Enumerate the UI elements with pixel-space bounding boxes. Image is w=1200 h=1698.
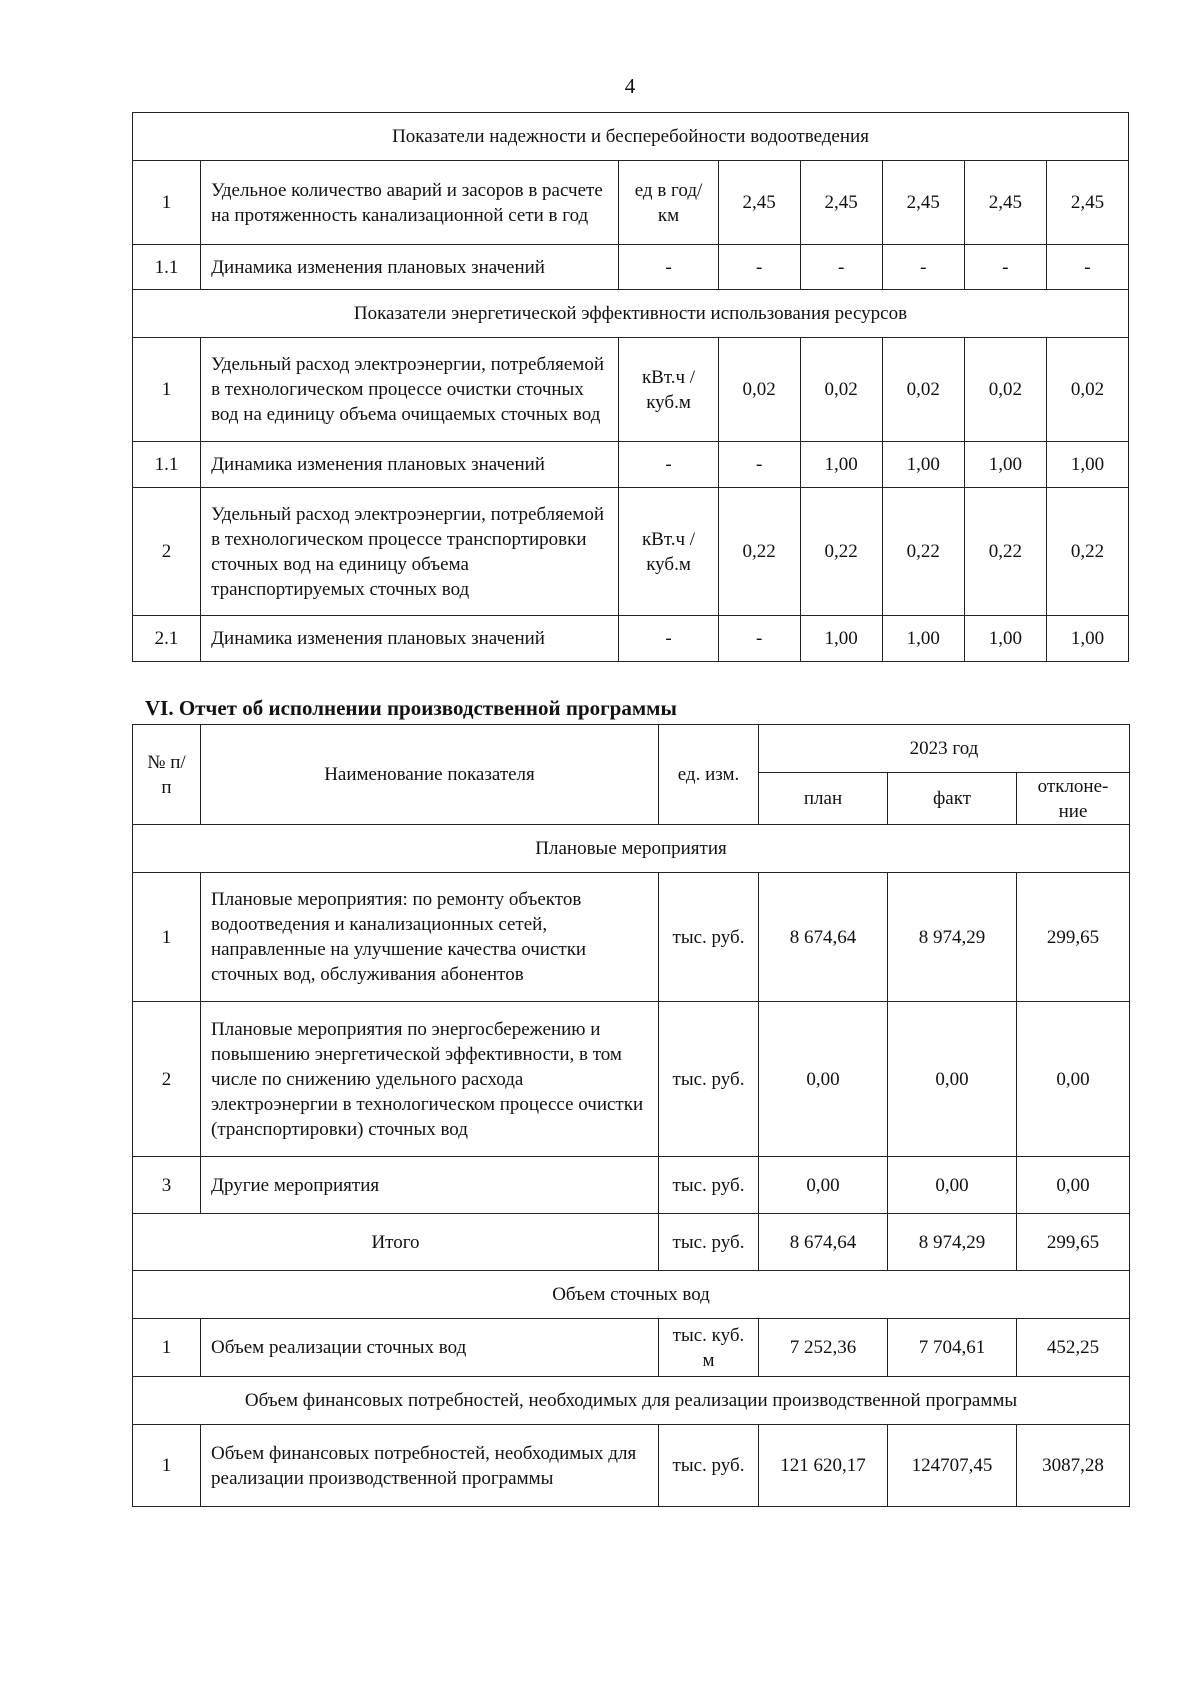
total-row [133, 1214, 1130, 1271]
unit-cell: тыс. руб. [659, 873, 759, 1002]
value-cell: 0,02 [800, 338, 882, 442]
value-cell: 0,22 [882, 488, 964, 616]
row-number: 2 [133, 488, 201, 616]
row-number: 1.1 [133, 442, 201, 488]
table-row [133, 442, 1129, 488]
value-cell: 1,00 [800, 616, 882, 662]
value-cell: 1,00 [882, 442, 964, 488]
table-row [133, 338, 1129, 442]
header-row [133, 725, 1130, 773]
value-cell: - [718, 245, 800, 290]
value-cell: 0,02 [964, 338, 1046, 442]
value-cell: - [1046, 245, 1128, 290]
reliability-header: Показатели надежности и бесперебойности водоотведения [133, 113, 1129, 161]
value-cell: 0,22 [1046, 488, 1128, 616]
value-cell: - [718, 442, 800, 488]
row-number: 1 [133, 161, 201, 245]
col-header-fact: факт [888, 773, 1017, 825]
value-cell: 2,45 [882, 161, 964, 245]
value-cell: 1,00 [1046, 442, 1128, 488]
row-number: 3 [133, 1157, 201, 1214]
table-row [133, 161, 1129, 245]
deviation-cell: 452,25 [1017, 1319, 1130, 1377]
fact-cell: 0,00 [888, 1157, 1017, 1214]
fact-cell: 8 974,29 [888, 873, 1017, 1002]
value-cell: 0,02 [1046, 338, 1128, 442]
unit-cell: тыс. руб. [659, 1157, 759, 1214]
value-cell: 0,02 [882, 338, 964, 442]
row-number: 1 [133, 873, 201, 1002]
value-cell: 0,22 [800, 488, 882, 616]
indicator-name: Другие мероприятия [201, 1157, 659, 1214]
row-number: 2.1 [133, 616, 201, 662]
indicator-name: Динамика изменения плановых значений [201, 442, 619, 488]
value-cell: 1,00 [882, 616, 964, 662]
unit-cell: тыс. руб. [659, 1002, 759, 1157]
section-header-row [133, 290, 1129, 338]
value-cell: 1,00 [964, 616, 1046, 662]
indicator-name: Плановые мероприятия по энергосбережению и повышению энергетической эффективности, в том числе по снижению удельного расхода электроэнергии в технологическом процессе очистки (транспортировки) сточных вод [201, 1002, 659, 1157]
row-number: 1 [133, 338, 201, 442]
section-title: VI. Отчет об исполнении производственной программы [145, 696, 677, 720]
table-row [133, 873, 1130, 1002]
row-number: 1 [133, 1425, 201, 1507]
indicator-name: Динамика изменения плановых значений [201, 245, 619, 290]
deviation-cell: 299,65 [1017, 1214, 1130, 1271]
indicator-name: Плановые мероприятия: по ремонту объектов водоотведения и канализационных сетей, направленные на улучшение качества очистки сточных вод, обслуживания абонентов [201, 873, 659, 1002]
finance-header: Объем финансовых потребностей, необходимых для реализации производственной программы [133, 1377, 1130, 1425]
total-label: Итого [133, 1214, 659, 1271]
section-header-row [133, 113, 1129, 161]
col-header-plan: план [759, 773, 888, 825]
value-cell: 2,45 [1046, 161, 1128, 245]
value-cell: - [964, 245, 1046, 290]
energy-header: Показатели энергетической эффективности использования ресурсов [133, 290, 1129, 338]
value-cell: 1,00 [1046, 616, 1128, 662]
indicators-table [132, 112, 1129, 662]
unit-cell: тыс. руб. [659, 1425, 759, 1507]
plan-cell: 121 620,17 [759, 1425, 888, 1507]
page-number: 4 [624, 74, 636, 98]
indicator-name: Динамика изменения плановых значений [201, 616, 619, 662]
plan-cell: 0,00 [759, 1157, 888, 1214]
unit-cell: тыс. руб. [659, 1214, 759, 1271]
row-number: 1.1 [133, 245, 201, 290]
table-row [133, 245, 1129, 290]
unit-cell: тыс. куб. м [659, 1319, 759, 1377]
deviation-cell: 0,00 [1017, 1157, 1130, 1214]
table-row [133, 1002, 1130, 1157]
unit-cell: - [619, 245, 718, 290]
fact-cell: 124707,45 [888, 1425, 1017, 1507]
value-cell: 2,45 [718, 161, 800, 245]
plan-cell: 8 674,64 [759, 1214, 888, 1271]
unit-cell: - [619, 442, 718, 488]
deviation-cell: 299,65 [1017, 873, 1130, 1002]
wastewater-header: Объем сточных вод [133, 1271, 1130, 1319]
value-cell: 2,45 [964, 161, 1046, 245]
indicator-name: Удельный расход электроэнергии, потребляемой в технологическом процессе транспортировки сточных вод на единицу объема транспортируемых сточных вод [201, 488, 619, 616]
section-header-row [133, 1377, 1130, 1425]
plan-cell: 7 252,36 [759, 1319, 888, 1377]
col-header-name: Наименование показателя [201, 725, 659, 825]
deviation-cell: 3087,28 [1017, 1425, 1130, 1507]
indicator-name: Удельный расход электроэнергии, потребляемой в технологическом процессе очистки сточных вод на единицу объема очищаемых сточных вод [201, 338, 619, 442]
table-row [133, 1157, 1130, 1214]
col-header-unit: ед. изм. [659, 725, 759, 825]
value-cell: 2,45 [800, 161, 882, 245]
row-number: 2 [133, 1002, 201, 1157]
unit-cell: - [619, 616, 718, 662]
section-header-row [133, 1271, 1130, 1319]
col-header-number: № п/п [133, 725, 201, 825]
table-row [133, 488, 1129, 616]
value-cell: 0,02 [718, 338, 800, 442]
value-cell: - [800, 245, 882, 290]
plan-cell: 0,00 [759, 1002, 888, 1157]
value-cell: 0,22 [964, 488, 1046, 616]
table-row [133, 616, 1129, 662]
planned-header: Плановые мероприятия [133, 825, 1130, 873]
fact-cell: 0,00 [888, 1002, 1017, 1157]
value-cell: - [882, 245, 964, 290]
indicator-name: Объем финансовых потребностей, необходимых для реализации производственной программы [201, 1425, 659, 1507]
indicator-name: Объем реализации сточных вод [201, 1319, 659, 1377]
deviation-cell: 0,00 [1017, 1002, 1130, 1157]
unit-cell: кВт.ч / куб.м [619, 488, 718, 616]
indicator-name: Удельное количество аварий и засоров в расчете на протяженность канализационной сети в год [201, 161, 619, 245]
table-row [133, 1319, 1130, 1377]
row-number: 1 [133, 1319, 201, 1377]
value-cell: 0,22 [718, 488, 800, 616]
col-header-deviation: отклоне-ние [1017, 773, 1130, 825]
table-row [133, 1425, 1130, 1507]
program-report-table [132, 724, 1130, 1507]
col-header-year: 2023 год [759, 725, 1130, 773]
fact-cell: 8 974,29 [888, 1214, 1017, 1271]
value-cell: - [718, 616, 800, 662]
fact-cell: 7 704,61 [888, 1319, 1017, 1377]
value-cell: 1,00 [800, 442, 882, 488]
unit-cell: ед в год/ км [619, 161, 718, 245]
value-cell: 1,00 [964, 442, 1046, 488]
section-header-row [133, 825, 1130, 873]
unit-cell: кВт.ч / куб.м [619, 338, 718, 442]
plan-cell: 8 674,64 [759, 873, 888, 1002]
